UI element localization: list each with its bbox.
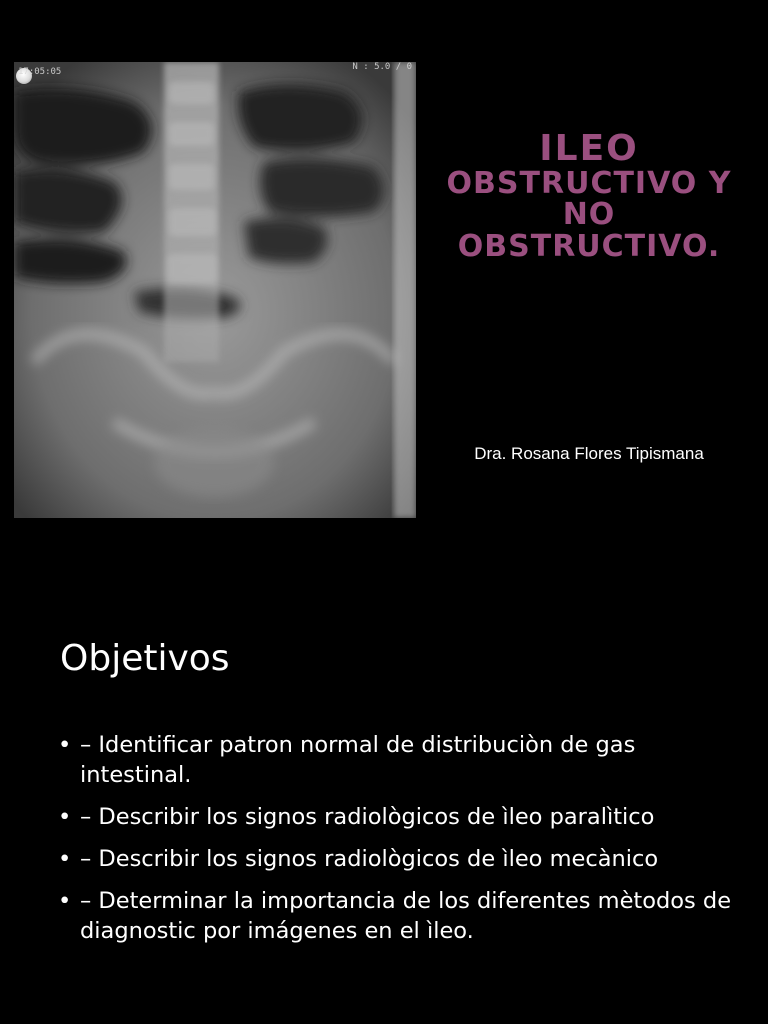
objectives-heading: Objetivos xyxy=(60,638,230,679)
author-name: Dra. Rosana Flores Tipismana xyxy=(474,444,704,463)
objective-item xyxy=(58,886,748,946)
xray-graphic xyxy=(14,62,416,518)
objective-text: – Describir los signos radiològicos de ìleo paralìtico xyxy=(80,804,655,830)
bullet-icon: • xyxy=(58,804,72,830)
xray-timestamp: 17:05:05 xyxy=(18,67,62,77)
objective-item xyxy=(58,802,748,832)
title-line-3: NO xyxy=(562,197,616,233)
objective-text: – Identificar patron normal de distribuciòn de gas intestinal. xyxy=(80,732,636,788)
objective-item xyxy=(58,730,748,790)
title-line-4: OBSTRUCTIVO. xyxy=(457,228,721,264)
bullet-icon: • xyxy=(58,846,72,872)
xray-corner-text: N : 5.0 / 0 xyxy=(352,62,412,72)
objectives-slide xyxy=(0,576,768,1024)
bullet-icon: • xyxy=(58,888,72,914)
slide-title xyxy=(424,130,754,262)
objective-text: – Determinar la importancia de los diferentes mètodos de diagnostic por imágenes en el ìleo. xyxy=(80,888,732,944)
bullet-icon: • xyxy=(58,732,72,758)
objective-text: – Describir los signos radiològicos de ìleo mecànico xyxy=(80,846,659,872)
title-line-2: OBSTRUCTIVO Y xyxy=(446,165,732,201)
abdominal-xray-image xyxy=(14,62,416,518)
title-line-1: ILEO xyxy=(539,128,639,169)
objective-item xyxy=(58,844,748,874)
objectives-list xyxy=(58,730,748,958)
